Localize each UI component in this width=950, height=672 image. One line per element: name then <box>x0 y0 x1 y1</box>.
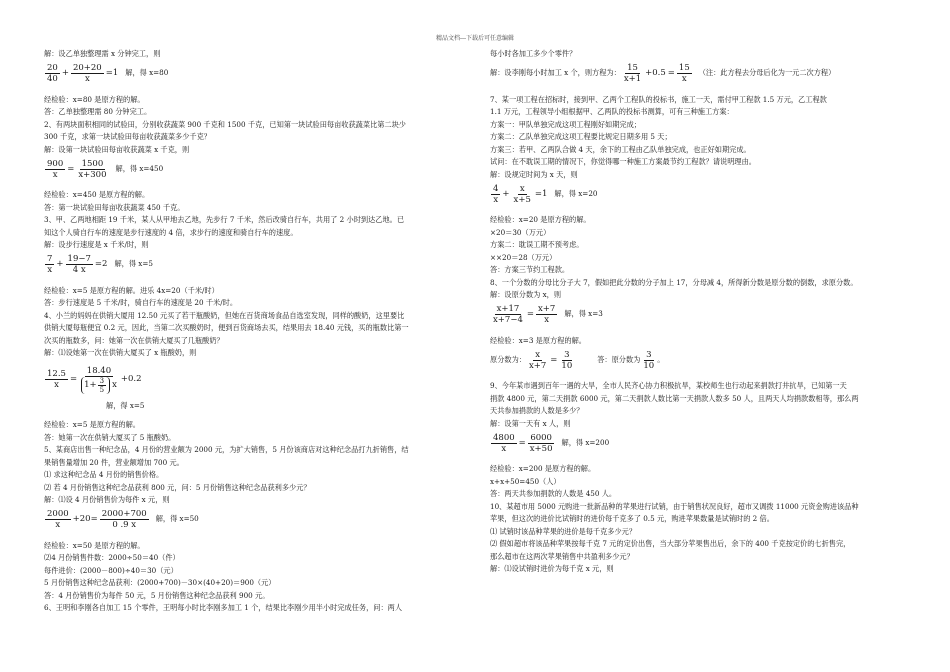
left-column <box>44 48 474 615</box>
problem-text: 知这个人骑自行车的速度是步行速度的 4 倍，求步行的速度和骑自行车的速度。 <box>44 227 298 237</box>
fraction: $\frac{900}{x}$ <box>47 158 64 180</box>
problem-text: ⑵ 若 4 月份销售这种纪念品获利 800 元，问：5 月份销售这种纪念品获利多少元？ <box>44 482 311 492</box>
equation: 解：设李刚每小时加工 x 个，则方程为： $\frac{15}{x+1}$ +0.5 = $\frac{15}{x}$ （注：此方程去分母后化为一元二次方程） <box>490 63 836 84</box>
problem-text: 5、某商店出售一种纪念品，4 月份的营业额为 2000 元，为扩大销售，5 月份该商店对这种纪念品打九折销售，结 <box>44 445 409 454</box>
text-line: ⑵4 月份销售件数：2000÷50＝40（件） <box>44 553 180 562</box>
text-line: 经检验：x=50 是原方程的解。 <box>44 540 145 550</box>
text-line: 5 月份销售这种纪念品获利：(2000+700)－30×(40+20)＝900（元） <box>44 578 276 587</box>
fraction: $\frac{15}{x+1}$ <box>623 63 642 84</box>
equation: $\frac{7}{x}$ + $\frac{19-7}{4 x}$ =2 解，得 x=5 <box>47 254 153 275</box>
fraction: $\frac{20}{40}$ <box>47 63 58 84</box>
equation: $\frac{12.5}{x}$ = 18.40 1+ $\frac{3}{5}$ x +0.2 <box>47 365 142 394</box>
text-line: 经检验：x=20 是原方程的解。 <box>490 215 591 224</box>
text-line: 经检验：x=3 是原方程的解。 <box>490 335 586 345</box>
fraction: $\frac{7}{x}$ <box>47 254 53 275</box>
equation: $\frac{900}{x}$ = $\frac{1500}{x+300}$ 解，得 x=450 <box>47 158 164 180</box>
problem-text: 次买的瓶数多，问：她第一次在供销大厦买了几瓶酸奶？ <box>44 335 224 345</box>
text-line: 经检验：x=450 是原方程的解。 <box>44 190 150 199</box>
problem-text: ⑴ 求这种纪念品 4 月份的销售价格。 <box>44 470 164 479</box>
text-line: 解：设规定时间为 x 天，则 <box>490 169 578 179</box>
problem-text: 天共参加捐款的人数是多少？ <box>490 406 584 415</box>
text-line: 解，得 x=5 <box>106 400 145 410</box>
text-line: 解：设原分数为 x，则 <box>490 290 562 299</box>
text-line: 解：⑴设她第一次在供销大厦买了 x 瓶酸奶，则 <box>44 348 197 357</box>
text-line: 解：设乙单独整理需 x 分钟完工，则 <box>44 49 161 58</box>
problem-text: 10、某超市用 5000 元购进一批新品种的苹果进行试销，由于销售状况良好，超市又调拨 11000 元资金购进该品种 <box>490 501 859 511</box>
problem-text: 每小时各加工多少个零件？ <box>490 49 577 58</box>
equation: $\frac{x+17}{x+7-4}$ = $\frac{x+7}{x}$ 解，得 x=3 <box>493 304 603 325</box>
problem-text: 试问：在不耽误工期的情况下，你觉得哪一种施工方案最节约工程款？请说明理由。 <box>490 157 756 166</box>
fraction: $\frac{x+7}{x}$ <box>537 304 556 325</box>
page-header: 精品文档---下载后可任意编辑 <box>435 35 515 42</box>
problem-text: 8、一个分数的分母比分子大 7，假如把此分数的分子加上 17，分母减 4，所得新分数是原分数的倒数，求原分数。 <box>490 277 858 287</box>
fraction: $\frac{x}{x+5}$ <box>513 183 531 205</box>
fraction: $\frac{3}{10}$ <box>561 349 573 371</box>
fraction: $\frac{19-7}{4 x}$ <box>67 254 91 275</box>
text-line: 经检验：x=5 是原方程的解。 <box>44 420 140 429</box>
text-line: 答：她第一次在供销大厦买了 5 瓶酸奶。 <box>44 432 176 442</box>
problem-text: 那么超市在这两次苹果销售中共盈利多少元？ <box>490 551 634 561</box>
text-line: 答：乙单独整理需 80 分钟完工。 <box>44 107 152 116</box>
text-line: 解：设第一块试验田每亩收获蔬菜 x 千克，则 <box>44 144 190 154</box>
problem-text: 4、小兰的妈妈在供销大厦用 12.50 元买了若干瓶酸奶，但她在百货商场食品自选室发现，同样的酸奶，这里要比 <box>44 310 405 320</box>
fraction: $\frac{2000+700}{0 .9 x}$ <box>101 509 147 530</box>
text-line: 方案二：耽误工期不预考虑。 <box>490 240 584 249</box>
text-line: 经检验：x=200 是原方程的解。 <box>490 464 596 473</box>
problem-text: 供销大厦每瓶便宜 0.2 元，因此，当第二次买酸奶时，便到百货商场去买，结果用去 18.40 元钱，买的瓶数比第一 <box>44 323 409 332</box>
equation: $\frac{4}{x}$ + $\frac{x}{x+5}$ =1 解，得 x=20 <box>493 183 598 205</box>
text-line: 解：设第一天有 x 人，则 <box>490 418 571 428</box>
problem-text: 7、某一项工程在招标时，接到甲、乙两个工程队的投标书，施工一天，需付甲工程款 1.5 万元，乙工程款 <box>490 94 827 104</box>
fraction: $\frac{4800}{x}$ <box>493 432 515 454</box>
right-column <box>490 48 920 576</box>
problem-text: 捐款 4800 元，第二天捐款 6000 元，第二天捐款人数比第一天捐款人数多 50 人，且两天人均捐款数相等，那么两 <box>490 393 859 403</box>
text-line: 经检验：x=80 是原方程的解。 <box>44 94 145 104</box>
fraction: $\frac{3}{10}$ <box>643 349 655 371</box>
fraction: $\frac{12.5}{x}$ <box>47 369 66 390</box>
problem-text: ⑵ 假如超市将该品种苹果按每千克 7 元的定价出售，当大部分苹果售出后，余下的 400 千克按定价的七折售完， <box>490 539 851 548</box>
text-line: 解：设步行速度是 x 千米/时，则 <box>44 240 149 249</box>
problem-text: 2、有两块面积相同的试验田，分别收获蔬菜 900 千克和 1500 千克，已知第一块试验田每亩收获蔬菜比第二块少 <box>44 119 406 129</box>
equation: $\frac{2000}{x}$ +20= $\frac{2000+700}{0 .9 x}$ 解，得 x=50 <box>47 509 199 530</box>
text-line: ××20＝28（万元） <box>490 252 557 262</box>
problem-text: 1.1 万元，工程领导小组根据甲、乙两队的投标书测算，可有三种施工方案： <box>490 107 734 116</box>
fraction: $\frac{15}{x}$ <box>678 63 690 84</box>
text-line: 每件进价：(2000－800)÷40＝30（元） <box>44 565 178 575</box>
problem-text: 9、今年某市遇到百年一遇的大旱，全市人民齐心协力积极抗旱，某校师生也行动起来捐款打井抗旱，已知第一天 <box>490 381 847 390</box>
text-line: 经检验：x=5 是原方程的解。进乐 4x=20（千米/时） <box>44 285 219 295</box>
fraction: $\frac{x}{x+7}$ <box>528 349 547 371</box>
text-line: 解：⑴设试销时进价为每千克 x 元，则 <box>490 564 614 573</box>
fraction: 18.40 1+ $\frac{3}{5}$ x <box>79 366 119 394</box>
problem-text: 方案三：若甲、乙两队合做 4 天，余下的工程由乙队单独完成，也正好如期完成。 <box>490 144 751 154</box>
fraction: $\frac{20+20}{x}$ <box>72 63 102 84</box>
text-line: 答：4 月份销售价为每件 50 元，5 月份销售这种纪念品获利 900 元。 <box>44 590 270 600</box>
problem-text: 300 千克，求第一块试验田每亩收获蔬菜多少千克？ <box>44 132 211 141</box>
problem-text: ⑴ 试销时该品种苹果的进价是每千克多少元？ <box>490 526 637 536</box>
equation: 原分数为： $\frac{x}{x+7}$ = $\frac{3}{10}$ 答：原分数为 $\frac{3}{10}$ 。 <box>490 349 665 371</box>
problem-text: 方案二：乙队单独完成这项工程要比规定日期多用 5 天； <box>490 132 672 141</box>
problem-text: 苹果，但这次的进价比试销时的进价每千克多了 0.5 元，购进苹果数量是试销时的 2 倍。 <box>490 514 774 523</box>
text-line: 解：⑴设 4 月份销售价为每件 x 元，则 <box>44 495 170 504</box>
fraction: $\frac{6000}{x+50}$ <box>529 432 553 454</box>
fraction: $\frac{1500}{x+300}$ <box>78 158 107 180</box>
text-line: 答：第一块试验田每亩收获蔬菜 450 千克。 <box>44 202 185 212</box>
equation: $\frac{4800}{x}$ = $\frac{6000}{x+50}$ 解，得 x=200 <box>493 432 610 454</box>
problem-text: 6、王明和李刚各自加工 15 个零件，王明每小时比李刚多加工 1 个，结果比李刚少用半小时完成任务，问：两人 <box>44 603 403 612</box>
problem-text: 果销售量增加 20 件，营业额增加 700 元。 <box>44 457 184 467</box>
text-line: ×20＝30（万元） <box>490 227 551 237</box>
text-line: 答：方案三节约工程款。 <box>490 265 570 274</box>
text-line: x+x+50=450（人） <box>490 476 561 486</box>
fraction: $\frac{2000}{x}$ <box>47 509 69 530</box>
text-line: 答：步行速度是 5 千米/时，骑自行车的速度是 20 千米/时。 <box>44 298 238 307</box>
problem-text: 方案一：甲队单独完成这项工程刚好如期完成； <box>490 119 641 129</box>
problem-text: 3、甲、乙两地相距 19 千米，某人从甲地去乙地，先步行 7 千米，然后改骑自行车，共用了 2 小时到达乙地。已 <box>44 215 405 224</box>
text-line: 答：两天共参加捐款的人数是 450 人。 <box>490 489 617 498</box>
fraction: $\frac{x+17}{x+7-4}$ <box>493 304 523 325</box>
equation: $\frac{20}{40}$ + $\frac{20+20}{x}$ =1 解，得 x=80 <box>47 63 169 84</box>
fraction: $\frac{4}{x}$ <box>493 183 499 205</box>
